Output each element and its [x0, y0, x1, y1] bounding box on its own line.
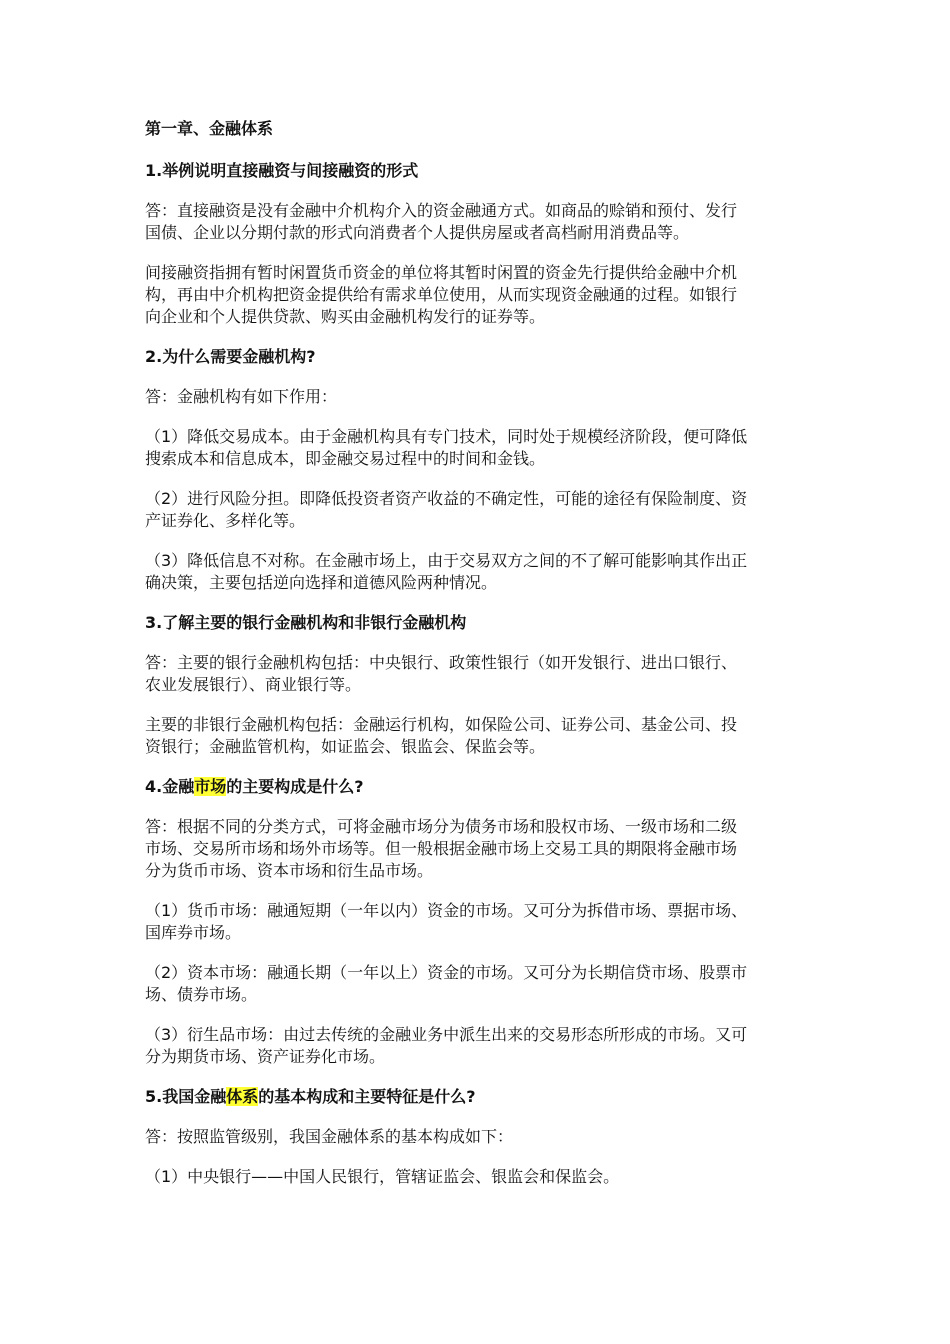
answer-4-paragraph-2 — [145, 900, 813, 944]
text-line: （3）衍生品市场：由过去传统的金融业务中派生出来的交易形态所形成的市场。又可 — [145, 1025, 748, 1044]
text-line: （3）降低信息不对称。在金融市场上，由于交易双方之间的不了解可能影响其作出正 — [145, 551, 748, 570]
chapter-title: 第一章、金融体系 — [145, 119, 274, 138]
text-line: （2）资本市场：融通长期（一年以上）资金的市场。又可分为长期信贷市场、股票市 — [145, 963, 748, 982]
text-line: 农业发展银行）、商业银行等。 — [145, 675, 362, 694]
text-line: （2）进行风险分担。即降低投资者资产收益的不确定性，可能的途径有保险制度、资 — [145, 489, 748, 508]
title-text: 的主要构成是什么? — [226, 777, 364, 796]
answer-4-paragraph-4 — [145, 1024, 813, 1068]
text-line: 答：根据不同的分类方式，可将金融市场分为债务市场和股权市场、一级市场和二级 — [145, 817, 738, 836]
text-line: 主要的非银行金融机构包括：金融运行机构，如保险公司、证券公司、基金公司、投 — [145, 715, 738, 734]
answer-4-paragraph-3 — [145, 962, 813, 1006]
text-line: （1）中央银行——中国人民银行，管辖证监会、银监会和保监会。 — [145, 1167, 620, 1186]
answer-2-paragraph-3 — [145, 488, 813, 532]
answer-5-paragraph-2 — [145, 1166, 813, 1188]
text-line: （1）降低交易成本。由于金融机构具有专门技术，同时处于规模经济阶段，便可降低 — [145, 427, 748, 446]
question-1-title: 1.举例说明直接融资与间接融资的形式 — [145, 161, 419, 180]
title-text: 4.金融 — [145, 777, 195, 796]
highlighted-term: 体系 — [226, 1087, 259, 1106]
title-text: 5.我国金融 — [145, 1087, 227, 1106]
text-line: 分为期货市场、资产证券化市场。 — [145, 1047, 386, 1066]
answer-3-paragraph-2 — [145, 714, 813, 758]
question-4-title — [145, 776, 813, 798]
answer-4-paragraph-1 — [145, 816, 813, 882]
answer-2-paragraph-1 — [145, 386, 813, 408]
title-text: 的基本构成和主要特征是什么? — [258, 1087, 476, 1106]
answer-1-paragraph-1 — [145, 200, 813, 244]
answer-3-paragraph-1 — [145, 652, 813, 696]
text-line: 答：按照监管级别，我国金融体系的基本构成如下： — [145, 1127, 514, 1146]
answer-2-paragraph-4 — [145, 550, 813, 594]
highlighted-term: 市场 — [194, 777, 227, 796]
text-line: 确决策，主要包括逆向选择和道德风险两种情况。 — [145, 573, 498, 592]
text-line: 答：直接融资是没有金融中介机构介入的资金融通方式。如商品的赊销和预付、发行 — [145, 201, 738, 220]
text-line: 产证券化、多样化等。 — [145, 511, 306, 530]
question-2-title: 2.为什么需要金融机构? — [145, 347, 316, 366]
text-line: （1）货币市场：融通短期（一年以内）资金的市场。又可分为拆借市场、票据市场、 — [145, 901, 748, 920]
text-line: 场、债券市场。 — [145, 985, 258, 1004]
text-line: 国债、企业以分期付款的形式向消费者个人提供房屋或者高档耐用消费品等。 — [145, 223, 690, 242]
text-line: 构，再由中介机构把资金提供给有需求单位使用，从而实现资金融通的过程。如银行 — [145, 285, 738, 304]
document-body — [145, 118, 813, 1206]
text-line: 搜索成本和信息成本，即金融交易过程中的时间和金钱。 — [145, 449, 546, 468]
answer-1-paragraph-2 — [145, 262, 813, 328]
answer-2-paragraph-2 — [145, 426, 813, 470]
text-line: 市场、交易所市场和场外市场等。但一般根据金融市场上交易工具的期限将金融市场 — [145, 839, 738, 858]
question-5-title — [145, 1086, 813, 1108]
question-3-title: 3.了解主要的银行金融机构和非银行金融机构 — [145, 613, 467, 632]
text-line: 国库券市场。 — [145, 923, 242, 942]
answer-5-paragraph-1 — [145, 1126, 813, 1148]
text-line: 资银行；金融监管机构，如证监会、银监会、保监会等。 — [145, 737, 546, 756]
text-line: 答：金融机构有如下作用： — [145, 387, 338, 406]
text-line: 向企业和个人提供贷款、购买由金融机构发行的证券等。 — [145, 307, 546, 326]
text-line: 答：主要的银行金融机构包括：中央银行、政策性银行（如开发银行、进出口银行、 — [145, 653, 738, 672]
text-line: 间接融资指拥有暂时闲置货币资金的单位将其暂时闲置的资金先行提供给金融中介机 — [145, 263, 738, 282]
text-line: 分为货币市场、资本市场和衍生品市场。 — [145, 861, 434, 880]
